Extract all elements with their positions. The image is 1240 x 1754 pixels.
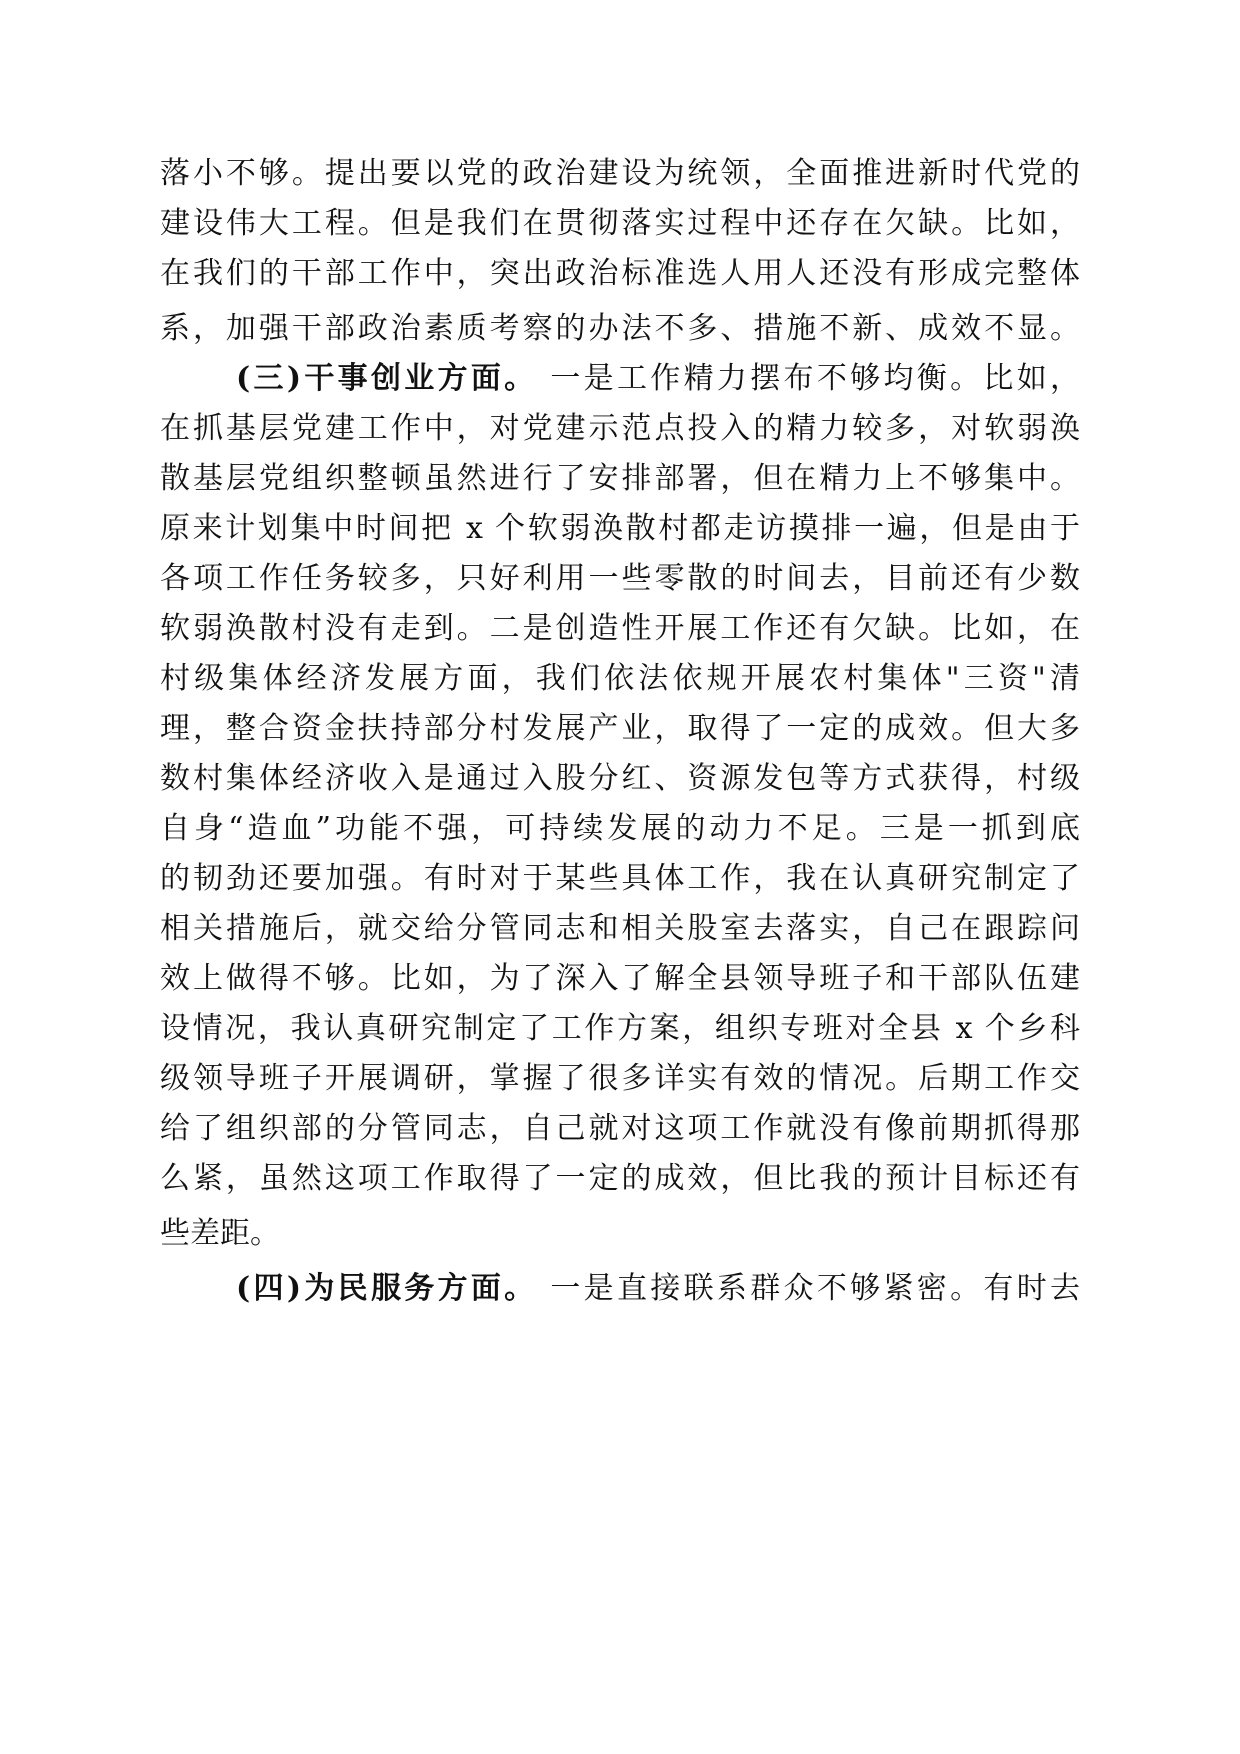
text-line: 理，整合资金扶持部分村发展产业，取得了一定的成效。但大多 [160,711,1080,746]
text-line: 散基层党组织整顿虽然进行了安排部署，但在精力上不够集中。 [160,461,1080,496]
section-heading-three: (三)干事创业方面。 [236,361,538,396]
text-line: 落小不够。提出要以党的政治建设为统领，全面推进新时代党的 [160,156,1080,191]
text-line: 些差距。 [160,1216,280,1251]
section-four-line [160,1267,1080,1310]
text-line: 设情况，我认真研究制定了工作方案，组织专班对全县 x 个乡科 [160,1011,1080,1046]
text-line: 相关措施后，就交给分管同志和相关股室去落实，自己在跟踪问 [160,911,1080,946]
text-line: 在我们的干部工作中，突出政治标准选人用人还没有形成完整体 [160,256,1080,291]
text-line: 在抓基层党建工作中，对党建示范点投入的精力较多，对软弱涣 [160,411,1080,446]
text-line: 级领导班子开展调研，掌握了很多详实有效的情况。后期工作交 [160,1061,1080,1096]
text-line: 的韧劲还要加强。有时对于某些具体工作，我在认真研究制定了 [160,861,1080,896]
document-body [160,152,1080,1317]
section-three-line [160,357,1080,400]
text-line: 各项工作任务较多，只好利用一些零散的时间去，目前还有少数 [160,561,1080,596]
text-line: 数村集体经济收入是通过入股分红、资源发包等方式获得，村级 [160,761,1080,796]
text-line: 效上做得不够。比如，为了深入了解全县领导班子和干部队伍建 [160,961,1080,996]
section-heading-four: (四)为民服务方面。 [236,1271,538,1306]
text-line: 软弱涣散村没有走到。二是创造性开展工作还有欠缺。比如，在 [160,611,1080,646]
section-three-text: 一是工作精力摆布不够均衡。比如， [550,361,1081,396]
text-line: 建设伟大工程。但是我们在贯彻落实过程中还存在欠缺。比如， [160,206,1080,241]
text-line: 么紧，虽然这项工作取得了一定的成效，但比我的预计目标还有 [160,1161,1080,1196]
text-line: 给了组织部的分管同志，自己就对这项工作就没有像前期抓得那 [160,1111,1080,1146]
text-line: 系，加强干部政治素质考察的办法不多、措施不新、成效不显。 [160,311,1080,346]
text-line: 自身“造血”功能不强，可持续发展的动力不足。三是一抓到底 [160,811,1080,846]
text-line: 村级集体经济发展方面，我们依法依规开展农村集体"三资"清 [160,661,1080,696]
text-line: 原来计划集中时间把 x 个软弱涣散村都走访摸排一遍，但是由于 [160,511,1080,546]
section-four-text: 一是直接联系群众不够紧密。有时去 [550,1271,1081,1306]
